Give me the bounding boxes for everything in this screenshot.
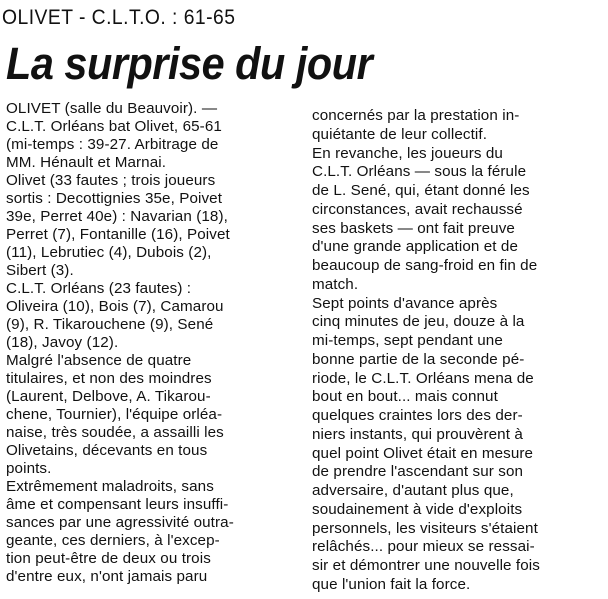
headline: La surprise du jour xyxy=(6,38,373,89)
article-line: cinq minutes de jeu, douze à la xyxy=(312,313,525,331)
article-line: OLIVET (salle du Beauvoir). — xyxy=(6,100,218,117)
article-line: (18), Javoy (12). xyxy=(6,334,119,351)
article-line: bonne partie de la seconde pé- xyxy=(312,350,525,368)
article-line: personnels, les visiteurs s'étaient xyxy=(312,519,538,537)
article-line: circonstances, avait rechaussé xyxy=(312,200,523,218)
article-line: sortis : Decottignies 35e, Poivet xyxy=(6,190,223,207)
article-line: sances par une agressivité outra- xyxy=(6,514,234,531)
article-line: de prendre l'ascendant sur son xyxy=(312,463,524,481)
article-line: bout en bout... mais connut xyxy=(312,388,498,406)
article-line: C.L.T. Orléans — sous la férule xyxy=(312,163,527,181)
article-line: niers instants, qui prouvèrent à xyxy=(312,425,523,443)
article-line: Olivetains, décevants en tous xyxy=(6,442,208,459)
article-line: que l'union fait la force. xyxy=(312,575,471,593)
article-line: (mi-temps : 39-27. Arbitrage de xyxy=(6,136,219,153)
article-line: soudainement à vide d'exploits xyxy=(312,500,523,518)
article-line: En revanche, les joueurs du xyxy=(312,144,503,162)
article-line: Sibert (3). xyxy=(6,262,74,279)
article-line: Extrêmement maladroits, sans xyxy=(6,478,214,495)
article-line: C.L.T. Orléans (23 fautes) : xyxy=(6,280,192,297)
article-line: Sept points d'avance après xyxy=(312,294,498,312)
article-line: Oliveira (10), Bois (7), Camarou xyxy=(6,298,224,315)
article-line: (Laurent, Delbove, A. Tikarou- xyxy=(6,388,211,405)
article-line: Malgré l'absence de quatre xyxy=(6,352,192,369)
article-line: titulaires, et non des moindres xyxy=(6,370,212,387)
article-line: match. xyxy=(312,275,359,293)
article-line: concernés par la prestation in- xyxy=(312,107,520,124)
kicker-line: OLIVET - C.L.T.O. : 61-65 xyxy=(2,6,236,29)
article-line: d'une grande application et de xyxy=(312,238,519,256)
article-line: tion peut-être de deux ou trois xyxy=(6,550,211,567)
article-line: de L. Sené, qui, étant donné les xyxy=(312,182,530,199)
article-line: (9), R. Tikarouchene (9), Sené xyxy=(6,316,214,333)
article-line: relâchés... pour mieux se ressai- xyxy=(312,538,535,556)
article-line: âme et compensant leurs insuffi- xyxy=(6,496,229,513)
article-line: Perret (7), Fontanille (16), Poivet xyxy=(6,226,230,243)
article-line: quiétante de leur collectif. xyxy=(312,125,488,143)
article-line: C.L.T. Orléans bat Olivet, 65-61 xyxy=(6,118,222,135)
article-line: riode, le C.L.T. Orléans mena de xyxy=(312,369,534,387)
article-line: chene, Tournier), l'équipe orléa- xyxy=(6,406,223,423)
article-line: adversaire, d'autant plus que, xyxy=(312,482,514,499)
article-line: ses baskets — ont fait preuve xyxy=(312,219,515,237)
article-line: quelques craintes lors des der- xyxy=(312,407,523,424)
article-line: quel point Olivet était en mesure xyxy=(312,444,534,462)
article-line: mi-temps, sept pendant une xyxy=(312,332,503,349)
article-line: (11), Lebrutiec (4), Dubois (2), xyxy=(6,244,212,261)
article-line: geante, ces derniers, à l'excep- xyxy=(6,532,220,549)
article-line: 39e, Perret 40e) : Navarian (18), xyxy=(6,208,228,225)
article-line: Olivet (33 fautes ; trois joueurs xyxy=(6,172,216,189)
article-line: MM. Hénault et Marnai. xyxy=(6,154,167,171)
article-line: naise, très soudée, a assailli les xyxy=(6,424,224,441)
article-line: sir et démontrer une nouvelle fois xyxy=(312,557,540,574)
article-line: beaucoup de sang-froid en fin de xyxy=(312,257,538,274)
article-line: points. xyxy=(6,460,52,477)
article-line: d'entre eux, n'ont jamais paru xyxy=(6,568,208,585)
